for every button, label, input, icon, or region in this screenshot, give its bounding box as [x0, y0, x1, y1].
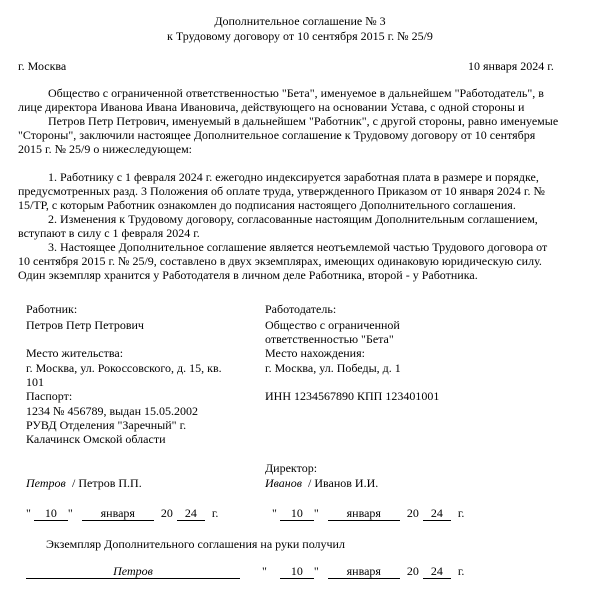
document-title: Дополнительное соглашение № 3	[214, 14, 386, 28]
employer-signature-name: / Иванов И.И.	[308, 476, 379, 490]
date-month: января	[328, 565, 400, 579]
employee-signature: Петров	[26, 476, 66, 490]
date-year-prefix: 20	[406, 506, 419, 520]
date-quote-open: "	[262, 564, 267, 578]
date-month: января	[328, 507, 400, 521]
date-quote-close: "	[313, 564, 319, 578]
employee-name: Петров Петр Петрович	[26, 318, 144, 332]
date-year: 24	[177, 507, 205, 521]
employer-name-line-2: ответственностью "Бета"	[265, 332, 394, 346]
employer-location: г. Москва, ул. Победы, д. 1	[265, 361, 401, 375]
date-year-suffix: г.	[457, 506, 465, 520]
employee-passport-line-1: 1234 № 456789, выдан 15.05.2002	[26, 404, 199, 418]
date-day: 10	[34, 507, 68, 521]
place: г. Москва	[18, 59, 67, 73]
receipt-signature: Петров	[26, 565, 240, 579]
employer-director-label: Директор:	[265, 461, 318, 475]
date-year-prefix: 20	[406, 564, 419, 578]
date-quote-open: "	[272, 506, 277, 520]
intro-line-5: 2015 г. № 25/9 о нижеследующем:	[18, 142, 192, 156]
date-day: 10	[280, 565, 314, 579]
item-3-line-1: 3. Настоящее Дополнительное соглашение является неотъемлемой частью Трудового договора от	[48, 240, 548, 254]
date-year: 24	[423, 507, 451, 521]
date-quote-close: "	[67, 506, 73, 520]
employee-passport-line-2: РУВД Отделения "Заречный" г.	[26, 418, 187, 432]
item-3-line-2: 10 сентября 2015 г. № 25/9, составлено в двух экземплярах, имеющих одинаковую юридическую силу.	[18, 254, 542, 268]
item-2-line-1: 2. Изменения к Трудовому договору, согласованные настоящим Дополнительным соглашением,	[48, 212, 538, 226]
employer-heading: Работодатель:	[265, 302, 337, 316]
document-subtitle: к Трудовому договору от 10 сентября 2015 г. № 25/9	[167, 29, 433, 43]
employer-location-label: Место нахождения:	[265, 346, 365, 360]
employer-inn-kpp: ИНН 1234567890 КПП 123401001	[265, 389, 440, 403]
date-quote-open: "	[26, 506, 31, 520]
date-day: 10	[280, 507, 314, 521]
item-2-line-2: вступают в силу с 1 февраля 2024 г.	[18, 226, 200, 240]
receipt-signature-line	[26, 564, 240, 579]
date-year: 24	[423, 565, 451, 579]
date-year-prefix: 20	[160, 506, 173, 520]
intro-line-4: "Стороны", заключили настоящее Дополнительное соглашение к Трудовому договору от 10 сентября	[18, 128, 536, 142]
document-date: 10 января 2024 г.	[468, 59, 554, 73]
intro-line-3: Петров Петр Петрович, именуемый в дальнейшем "Работник", с другой стороны, равно именуемые	[48, 114, 559, 128]
employer-date	[272, 506, 464, 521]
receipt-text: Экземпляр Дополнительного соглашения на руки получил	[46, 537, 345, 551]
employee-date	[26, 506, 218, 521]
employer-signature: Иванов	[265, 476, 302, 490]
date-month: января	[82, 507, 154, 521]
employee-address-label: Место жительства:	[26, 346, 124, 360]
date-year-suffix: г.	[211, 506, 219, 520]
employee-signature-name: / Петров П.П.	[72, 476, 142, 490]
employee-passport-label: Паспорт:	[26, 389, 73, 403]
item-1-line-2: предусмотренных разд. 3 Положения об оплате труда, утвержденного Приказом от 10 января 2024 г. №	[18, 184, 545, 198]
item-1-line-1: 1. Работнику с 1 февраля 2024 г. ежегодно индексируется заработная плата в размере и порядке,	[48, 170, 539, 184]
employee-address-line-1: г. Москва, ул. Рокоссовского, д. 15, кв.	[26, 361, 222, 375]
date-year-suffix: г.	[457, 564, 465, 578]
employer-name-line-1: Общество с ограниченной	[265, 318, 400, 332]
employee-passport-line-3: Калачинск Омской области	[26, 432, 166, 446]
employee-address-line-2: 101	[26, 375, 44, 389]
intro-line-1: Общество с ограниченной ответственностью "Бета", именуемое в дальнейшем "Работодатель", в	[48, 86, 544, 100]
employee-heading: Работник:	[26, 302, 78, 316]
date-quote-close: "	[313, 506, 319, 520]
receipt-date	[262, 564, 464, 579]
intro-line-2: лице директора Иванова Ивана Ивановича, действующего на основании Устава, с одной стороны и	[18, 100, 525, 114]
item-1-line-3: 15/ТР, с которым Работник ознакомлен до подписания настоящего Дополнительного соглашения.	[18, 198, 516, 212]
item-3-line-3: Один экземпляр хранится у Работодателя в личном деле Работника, второй - у Работника.	[18, 268, 478, 282]
